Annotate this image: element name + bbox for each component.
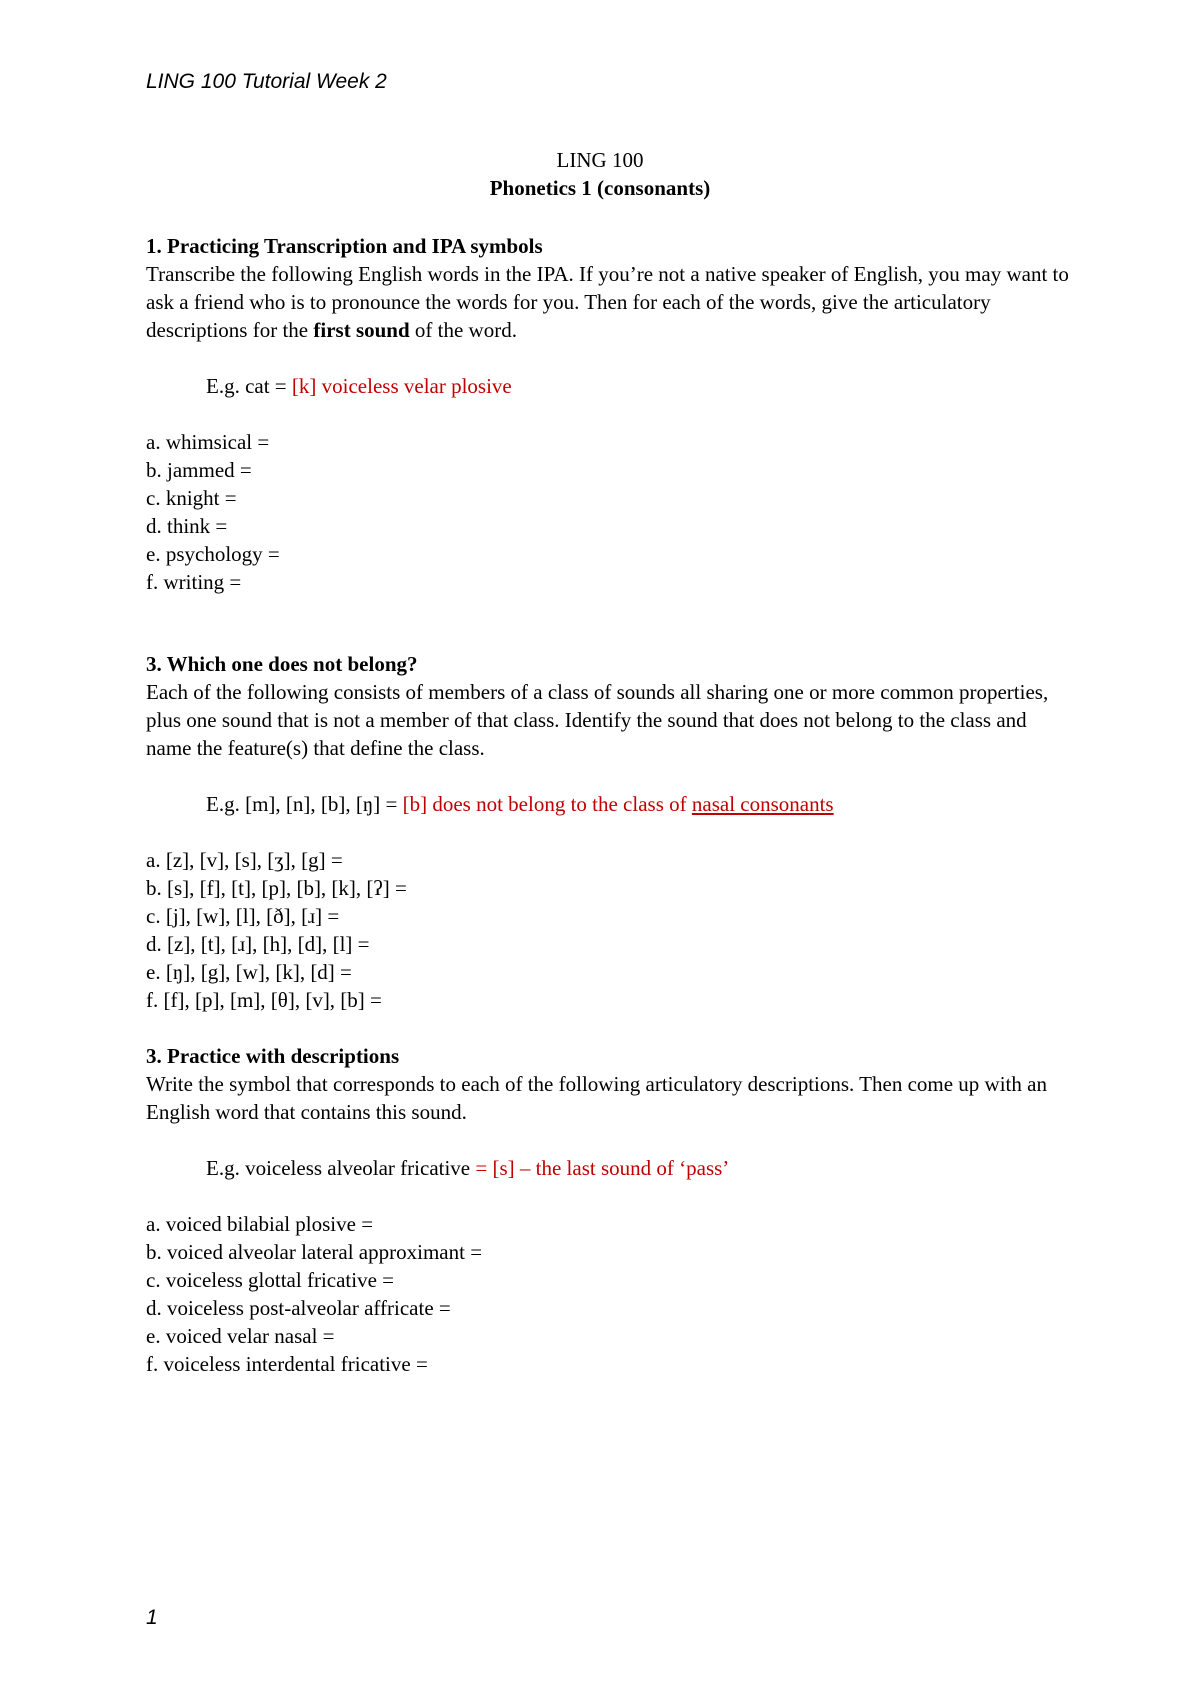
document-title: LING 100 <box>556 148 644 172</box>
example-prefix: E.g. voiceless alveolar fricative <box>206 1156 476 1180</box>
example-answer-underlined: nasal consonants <box>691 792 834 816</box>
exercise-item: c. knight = <box>146 486 237 510</box>
exercise-item: a. whimsical = <box>146 430 270 454</box>
exercise-item: b. [s], [f], [t], [p], [b], [k], [ʔ] = <box>146 876 407 900</box>
exercise-item: f. voiceless interdental fricative = <box>146 1352 428 1376</box>
exercise-item: d. think = <box>146 514 228 538</box>
section-heading: 1. Practicing Transcription and IPA symbols <box>146 234 543 258</box>
instructions-text-end: of the word. <box>409 318 517 342</box>
exercise-list <box>146 428 1076 596</box>
section-heading: 3. Which one does not belong? <box>146 652 418 676</box>
example-answer: [k] voiceless velar plosive <box>291 374 512 398</box>
section-odd-one-out <box>146 650 1076 1014</box>
exercise-item: b. jammed = <box>146 458 252 482</box>
running-header: LING 100 Tutorial Week 2 <box>146 70 387 93</box>
section-instructions: Each of the following consists of members of a class of sounds all sharing one or more common properties, plus one sound that is not a member of that class. Identify the sound that does not belong to the class and name the feature(s) that define the class. <box>146 680 1049 760</box>
exercise-item: f. [f], [p], [m], [θ], [v], [b] = <box>146 988 382 1012</box>
section-heading: 3. Practice with descriptions <box>146 1044 400 1068</box>
exercise-item: d. [z], [t], [ɹ], [h], [d], [l] = <box>146 932 370 956</box>
exercise-item: e. [ŋ], [g], [w], [k], [d] = <box>146 960 352 984</box>
section-instructions <box>146 260 1076 344</box>
exercise-item: e. voiced velar nasal = <box>146 1324 335 1348</box>
exercise-list <box>146 1210 1076 1378</box>
exercise-item: f. writing = <box>146 570 242 594</box>
exercise-item: a. voiced bilabial plosive = <box>146 1212 374 1236</box>
exercise-item: c. [j], [w], [l], [ð], [ɹ] = <box>146 904 340 928</box>
exercise-item: b. voiced alveolar lateral approximant = <box>146 1240 483 1264</box>
example-line <box>146 1154 1076 1182</box>
page-number: 1 <box>146 1606 158 1629</box>
instructions-text: Transcribe the following English words in the IPA. If you’re not a native speaker of English, you may want to ask a friend who is to pronounce the words for you. Then for each of the words, give the articulatory descriptions for the <box>146 262 1069 342</box>
example-answer: [b] does not belong to the class of <box>402 792 692 816</box>
exercise-item: a. [z], [v], [s], [ʒ], [g] = <box>146 848 343 872</box>
example-answer: = [s] – the last sound of ‘pass’ <box>475 1156 730 1180</box>
exercise-item: d. voiceless post-alveolar affricate = <box>146 1296 451 1320</box>
exercise-list <box>146 846 1076 1014</box>
section-instructions: Write the symbol that corresponds to each of the following articulatory descriptions. Then come up with an English word that contains this sound. <box>146 1072 1047 1124</box>
example-line <box>146 372 1076 400</box>
example-prefix: E.g. cat = <box>206 374 292 398</box>
example-prefix: E.g. [m], [n], [b], [ŋ] = <box>206 792 403 816</box>
section-descriptions <box>146 1042 1076 1378</box>
example-line <box>146 790 1076 818</box>
section-transcription <box>146 232 1076 596</box>
document-subtitle: Phonetics 1 (consonants) <box>489 176 711 200</box>
instructions-emphasis: first sound <box>313 318 410 342</box>
exercise-item: e. psychology = <box>146 542 280 566</box>
exercise-item: c. voiceless glottal fricative = <box>146 1268 395 1292</box>
